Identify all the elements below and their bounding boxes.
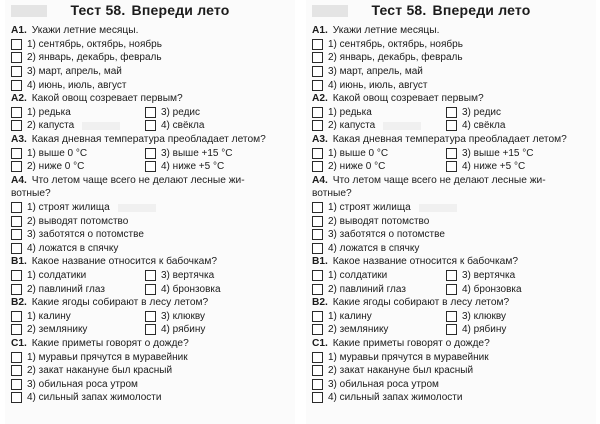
option-row (11, 160, 289, 174)
checkbox[interactable] (11, 161, 22, 172)
checkbox[interactable] (11, 392, 22, 403)
option-text: 2) землянику (27, 324, 88, 336)
option-text: 3) выше +15 °C (161, 147, 233, 159)
option-row (11, 106, 289, 120)
question-prompt (312, 174, 590, 188)
option-text: 2) павлиний глаз (328, 283, 406, 295)
answer-option[interactable] (11, 352, 188, 363)
answer-option[interactable] (312, 148, 446, 159)
answer-option[interactable] (312, 229, 445, 240)
checkbox[interactable] (11, 216, 22, 227)
question-id: A4. (312, 174, 328, 186)
question-id: A1. (312, 25, 328, 36)
option-row (312, 201, 590, 215)
checkbox[interactable] (11, 324, 22, 335)
question-text: Какое название относится к бабочкам? (332, 256, 518, 268)
checkbox[interactable] (11, 352, 22, 363)
option-row (11, 282, 289, 296)
worksheet-right (306, 0, 596, 424)
checkbox[interactable] (11, 107, 22, 118)
checkbox[interactable] (145, 311, 156, 322)
option-text: 1) калину (27, 310, 71, 322)
option-text: 4) сильный запах жимолости (27, 392, 162, 404)
option-text: 3) вертячка (161, 269, 215, 281)
answer-option[interactable] (145, 324, 205, 335)
checkbox[interactable] (11, 52, 22, 63)
checkbox[interactable] (446, 107, 457, 118)
checkbox[interactable] (446, 324, 457, 335)
checkbox[interactable] (312, 284, 323, 295)
option-row (11, 51, 289, 65)
checkbox[interactable] (446, 148, 457, 159)
option-row (11, 146, 289, 160)
checkbox[interactable] (11, 148, 22, 159)
question-id: A3. (11, 133, 27, 145)
checkbox[interactable] (312, 352, 323, 363)
option-text: 1) выше 0 °C (27, 147, 88, 159)
question-prompt-cont (312, 187, 590, 201)
option-row (312, 391, 590, 405)
option-text: 2) капуста (328, 120, 376, 132)
test-name: Впереди лето (432, 2, 531, 18)
question-id: A3. (312, 133, 328, 145)
answer-option[interactable] (312, 352, 489, 363)
checkbox[interactable] (145, 107, 156, 118)
answer-option[interactable] (11, 284, 145, 295)
question-text: Какая дневная температура преобладает летом? (332, 133, 567, 145)
option-row (312, 282, 590, 296)
checkbox[interactable] (145, 324, 156, 335)
answer-option[interactable] (145, 270, 214, 281)
option-text: 2) выводят потомство (27, 215, 129, 227)
question-text: Что летом чаще всего не делают лесные жи- (332, 174, 546, 186)
question-text: Какой овощ созревает первым? (332, 92, 484, 104)
question-id: A4. (11, 174, 27, 186)
option-text: 1) редька (328, 106, 372, 118)
option-row (312, 228, 590, 242)
question-text: Какие ягоды собирают в лесу летом? (31, 296, 209, 308)
option-text: 1) солдатики (27, 269, 87, 281)
question-text: Укажи летние месяцы. (31, 25, 139, 36)
question-text: Какие ягоды собирают в лесу летом? (332, 296, 510, 308)
option-row (312, 242, 590, 256)
option-row (312, 269, 590, 283)
checkbox[interactable] (11, 379, 22, 390)
answer-option[interactable] (11, 379, 138, 390)
option-text: 1) строят жилища (328, 202, 411, 214)
checkbox[interactable] (11, 243, 22, 254)
answer-option[interactable] (11, 148, 145, 159)
checkbox[interactable] (312, 324, 323, 335)
question-text: Укажи летние месяцы. (332, 25, 440, 36)
question-prompt (312, 337, 590, 351)
question-text-cont: вотные? (11, 188, 51, 200)
option-row (11, 228, 289, 242)
option-text: 3) выше +15 °C (462, 147, 534, 159)
option-row (11, 323, 289, 337)
question-id: A1. (11, 25, 27, 36)
checkbox[interactable] (312, 120, 323, 131)
question-text: Что летом чаще всего не делают лесные жи- (31, 174, 245, 186)
checkbox[interactable] (11, 284, 22, 295)
answer-option[interactable] (446, 161, 525, 172)
checkbox[interactable] (312, 243, 323, 254)
answer-option[interactable] (145, 148, 233, 159)
option-text: 2) выводят потомство (328, 215, 430, 227)
option-row (11, 201, 289, 215)
option-text: 2) ниже 0 °C (27, 161, 85, 173)
question-text: Какие приметы говорят о дожде? (332, 337, 490, 349)
option-row (11, 364, 289, 378)
option-row (11, 377, 289, 391)
checkbox[interactable] (446, 120, 457, 131)
checkbox[interactable] (312, 270, 323, 281)
question-prompt-cont (11, 187, 289, 201)
option-text: 4) свёкла (462, 120, 506, 132)
option-row (11, 38, 289, 52)
option-text: 2) январь, декабрь, февраль (328, 52, 463, 64)
checkbox[interactable] (11, 202, 22, 213)
option-text: 1) муравьи прячутся в муравейник (27, 351, 188, 363)
question-prompt (312, 92, 590, 106)
answer-option[interactable] (312, 107, 446, 118)
answer-option[interactable] (312, 284, 446, 295)
answer-option[interactable] (446, 311, 506, 322)
option-text: 3) вертячка (462, 269, 516, 281)
question-text: Какая дневная температура преобладает летом? (31, 133, 266, 145)
option-row (312, 350, 590, 364)
question-id: B2. (312, 296, 328, 308)
answer-option[interactable] (11, 243, 118, 254)
option-row (312, 106, 590, 120)
checkbox[interactable] (446, 270, 457, 281)
option-row (312, 119, 590, 133)
answer-option[interactable] (446, 120, 505, 131)
answer-option[interactable] (312, 161, 446, 172)
checkbox[interactable] (145, 161, 156, 172)
question-prompt (11, 296, 289, 310)
test-number: Тест 58. (70, 2, 126, 18)
answer-option[interactable] (11, 107, 145, 118)
question-text: Какое название относится к бабочкам? (31, 256, 217, 268)
option-text: 1) строят жилища (27, 202, 110, 214)
answer-option[interactable] (312, 52, 463, 63)
option-row (11, 269, 289, 283)
question-text-cont: вотные? (312, 188, 352, 200)
question-prompt (11, 92, 289, 106)
checkbox[interactable] (312, 311, 323, 322)
question-prompt (312, 255, 590, 269)
answer-option[interactable] (11, 161, 145, 172)
option-text: 2) павлиний глаз (27, 283, 105, 295)
option-text: 4) бронзовка (161, 283, 221, 295)
checkbox[interactable] (312, 161, 323, 172)
answer-option[interactable] (312, 39, 463, 50)
answer-option[interactable] (446, 324, 506, 335)
worksheet-left (5, 0, 295, 424)
checkbox[interactable] (145, 120, 156, 131)
option-row (312, 38, 590, 52)
option-text: 3) редис (462, 106, 501, 118)
checkbox[interactable] (312, 379, 323, 390)
answer-option[interactable] (11, 39, 162, 50)
option-text: 3) март, апрель, май (328, 66, 423, 78)
option-text: 4) бронзовка (462, 283, 522, 295)
checkbox[interactable] (312, 229, 323, 240)
checkbox[interactable] (312, 107, 323, 118)
option-text: 3) заботятся о потомстве (27, 229, 144, 241)
option-text: 3) редис (161, 106, 200, 118)
answer-option[interactable] (145, 284, 221, 295)
question-prompt (11, 337, 289, 351)
question-text: Какой овощ созревает первым? (31, 92, 183, 104)
checkbox[interactable] (312, 148, 323, 159)
checkbox[interactable] (446, 161, 457, 172)
answer-option[interactable] (11, 229, 144, 240)
checkbox[interactable] (446, 284, 457, 295)
option-row (11, 65, 289, 79)
option-text: 3) обильная роса утром (27, 378, 138, 390)
option-text: 3) заботятся о потомстве (328, 229, 445, 241)
option-text: 4) ниже +5 °C (462, 161, 526, 173)
option-row (312, 309, 590, 323)
answer-option[interactable] (312, 202, 457, 213)
option-text: 1) редька (27, 106, 71, 118)
option-text: 4) рябину (161, 324, 206, 336)
checkbox[interactable] (11, 80, 22, 91)
option-text: 3) март, апрель, май (27, 66, 122, 78)
checkbox[interactable] (446, 311, 457, 322)
answer-option[interactable] (11, 202, 156, 213)
option-row (312, 78, 590, 92)
answer-option[interactable] (11, 120, 145, 131)
checkbox[interactable] (11, 229, 22, 240)
question-text: Какие приметы говорят о дожде? (31, 337, 189, 349)
answer-option[interactable] (312, 120, 446, 131)
option-row (11, 391, 289, 405)
option-text: 4) свёкла (161, 120, 205, 132)
answer-option[interactable] (145, 311, 205, 322)
checkbox[interactable] (312, 66, 323, 77)
option-text: 3) клюкву (462, 310, 506, 322)
option-row (312, 65, 590, 79)
question-prompt (11, 255, 289, 269)
print-blot (383, 122, 421, 130)
option-row (11, 119, 289, 133)
answer-option[interactable] (312, 270, 446, 281)
question-id: B1. (11, 256, 27, 268)
question-prompt (11, 133, 289, 147)
option-text: 2) закат накануне был красный (27, 365, 173, 377)
answer-option[interactable] (11, 52, 162, 63)
option-text: 4) ложатся в спячку (27, 242, 119, 254)
page-title (5, 2, 295, 18)
answer-option[interactable] (145, 161, 224, 172)
question-prompt (312, 24, 590, 38)
print-blot (82, 122, 120, 130)
answer-option[interactable] (11, 311, 145, 322)
checkbox[interactable] (11, 365, 22, 376)
question-id: C1. (312, 337, 328, 349)
option-text: 1) калину (328, 310, 372, 322)
option-text: 1) сентябрь, октябрь, ноябрь (328, 38, 463, 50)
option-row (312, 214, 590, 228)
print-blot (118, 204, 156, 212)
question-prompt (312, 133, 590, 147)
answer-option[interactable] (312, 324, 446, 335)
checkbox[interactable] (11, 120, 22, 131)
print-blot (419, 204, 457, 212)
option-row (11, 350, 289, 364)
question-id: C1. (11, 337, 27, 349)
checkbox[interactable] (312, 80, 323, 91)
answer-option[interactable] (312, 392, 462, 403)
option-row (312, 364, 590, 378)
checkbox[interactable] (312, 39, 323, 50)
option-text: 4) рябину (462, 324, 507, 336)
checkbox[interactable] (312, 202, 323, 213)
option-text: 4) сильный запах жимолости (328, 392, 463, 404)
question-prompt (11, 174, 289, 188)
answer-option[interactable] (312, 311, 446, 322)
option-text: 2) январь, декабрь, февраль (27, 52, 162, 64)
option-text: 1) сентябрь, октябрь, ноябрь (27, 38, 162, 50)
option-text: 1) муравьи прячутся в муравейник (328, 351, 489, 363)
answer-option[interactable] (446, 284, 522, 295)
page-title (306, 2, 596, 18)
answer-option[interactable] (446, 107, 501, 118)
option-row (312, 146, 590, 160)
question-id: B1. (312, 256, 328, 268)
option-row (312, 377, 590, 391)
checkbox[interactable] (145, 148, 156, 159)
option-row (312, 160, 590, 174)
question-list (312, 24, 590, 405)
option-text: 4) июнь, июль, август (328, 79, 428, 91)
checkbox[interactable] (312, 365, 323, 376)
answer-option[interactable] (312, 80, 428, 91)
checkbox[interactable] (312, 52, 323, 63)
question-id: A2. (312, 92, 328, 104)
question-list (11, 24, 289, 405)
answer-option[interactable] (11, 324, 145, 335)
answer-option[interactable] (446, 148, 534, 159)
answer-option[interactable] (11, 216, 128, 227)
answer-option[interactable] (312, 243, 419, 254)
question-prompt (11, 24, 289, 38)
option-text: 1) солдатики (328, 269, 388, 281)
answer-option[interactable] (11, 365, 172, 376)
option-row (11, 214, 289, 228)
answer-option[interactable] (312, 216, 429, 227)
checkbox[interactable] (145, 284, 156, 295)
option-text: 3) обильная роса утром (328, 378, 439, 390)
checkbox[interactable] (312, 216, 323, 227)
answer-option[interactable] (145, 107, 200, 118)
option-text: 4) июнь, июль, август (27, 79, 127, 91)
answer-option[interactable] (11, 80, 127, 91)
answer-option[interactable] (312, 365, 473, 376)
answer-option[interactable] (312, 379, 439, 390)
option-row (312, 323, 590, 337)
checkbox[interactable] (11, 270, 22, 281)
option-text: 2) капуста (27, 120, 75, 132)
checkbox[interactable] (11, 39, 22, 50)
answer-option[interactable] (446, 270, 515, 281)
answer-option[interactable] (145, 120, 204, 131)
option-text: 2) ниже 0 °C (328, 161, 386, 173)
option-text: 3) клюкву (161, 310, 205, 322)
option-row (11, 242, 289, 256)
answer-option[interactable] (11, 270, 145, 281)
option-text: 2) землянику (328, 324, 389, 336)
test-name: Впереди лето (131, 2, 230, 18)
option-text: 1) выше 0 °C (328, 147, 389, 159)
test-number: Тест 58. (371, 2, 427, 18)
option-row (11, 309, 289, 323)
option-text: 4) ложатся в спячку (328, 242, 420, 254)
option-row (312, 51, 590, 65)
checkbox[interactable] (11, 311, 22, 322)
answer-option[interactable] (312, 66, 423, 77)
checkbox[interactable] (145, 270, 156, 281)
answer-option[interactable] (11, 392, 161, 403)
option-text: 4) ниже +5 °C (161, 161, 225, 173)
question-id: A2. (11, 92, 27, 104)
checkbox[interactable] (312, 392, 323, 403)
option-row (11, 78, 289, 92)
option-text: 2) закат накануне был красный (328, 365, 474, 377)
question-id: B2. (11, 296, 27, 308)
answer-option[interactable] (11, 66, 122, 77)
checkbox[interactable] (11, 66, 22, 77)
question-prompt (312, 296, 590, 310)
